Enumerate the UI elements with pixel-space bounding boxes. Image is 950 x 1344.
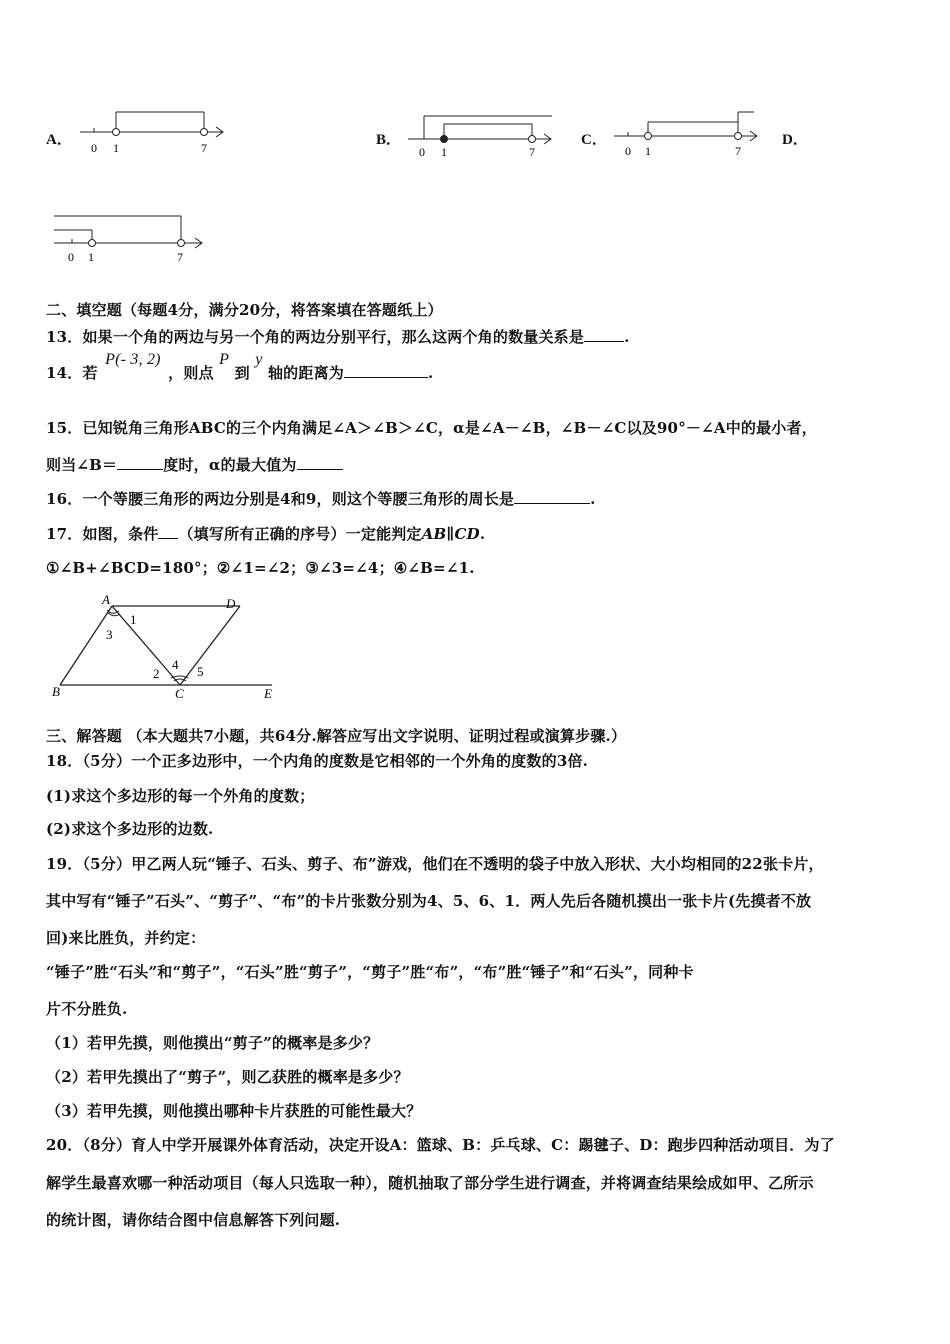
- question-14: [46, 351, 434, 392]
- angle-label-3: 3: [106, 627, 113, 642]
- question-17: [46, 523, 485, 544]
- q19-line5: 片不分胜负.: [46, 1000, 128, 1018]
- q14-answer-blank: [344, 363, 428, 378]
- q13-answer-blank: [584, 327, 624, 342]
- number-line-b: [408, 112, 558, 166]
- q20-line3: 的统计图，请你结合图中信息解答下列问题.: [46, 1211, 341, 1229]
- q19-line1: 19．（5分）甲乙两人玩“锤子、石头、剪子、布”游戏，他们在不透明的袋子中放入形状、大小均相同的22张卡片，: [46, 855, 824, 873]
- question-15-line1: 15．已知锐角三角形ABC的三个内角满足∠A＞∠B＞∠C，α是∠A－∠B，∠B－∠C以及90°－∠A中的最小者，: [46, 419, 817, 437]
- tick-label-0: 0: [91, 141, 97, 155]
- tick-label-0: 0: [625, 144, 631, 158]
- q19-line4: “锤子”胜“石头”和“剪子”，“石头”胜“剪子”，“剪子”胜“布”，“布”胜“锤子”和“石头”，同种卡: [46, 963, 694, 981]
- q14-mid: ，则点: [168, 364, 214, 382]
- q17-ab-cd: AB∥CD: [421, 525, 480, 543]
- tick-label-7: 7: [735, 144, 741, 158]
- option-a-label: A．: [46, 132, 72, 148]
- q14-point-formula: P(- 3, 2): [105, 351, 161, 368]
- q14-point-p: P: [219, 351, 230, 368]
- tick-label-7: 7: [201, 141, 207, 155]
- number-line-c: [614, 108, 764, 164]
- q17-post: （填写所有正确的序号）一定能判定: [178, 525, 422, 543]
- q17-pre: 17．如图，条件: [46, 525, 159, 543]
- q19-part1: （1）若甲先摸，则他摸出“剪子”的概率是多少？: [46, 1034, 379, 1052]
- q15-line2-mid: 度时，α的最大值为: [163, 456, 297, 474]
- vertex-label-c: C: [175, 686, 184, 701]
- number-line-d: [54, 210, 209, 270]
- tick-label-0: 0: [419, 145, 425, 159]
- q14-mid2: 到: [234, 364, 250, 382]
- vertex-label-d: D: [226, 596, 236, 611]
- angle-label-5: 5: [197, 664, 204, 679]
- number-line-a: [80, 108, 230, 162]
- q20-line2: 解学生最喜欢哪一种活动项目（每人只选取一种），随机抽取了部分学生进行调查，并将调查结果绘成如甲、乙所示: [46, 1174, 814, 1192]
- number-line-c-graphic: [614, 108, 764, 160]
- angle-label-1: 1: [130, 612, 137, 627]
- q19-part3: （3）若甲先摸，则他摸出哪种卡片获胜的可能性最大？: [46, 1102, 422, 1120]
- vertex-label-a: A: [102, 592, 110, 607]
- q14-end: .: [428, 364, 434, 382]
- q17-end: .: [479, 525, 486, 543]
- q16-end: .: [590, 490, 596, 508]
- tick-label-1: 1: [645, 144, 651, 158]
- angle-label-4: 4: [172, 657, 179, 672]
- parallelogram-figure: [50, 592, 285, 704]
- q17-answer-blank: [158, 524, 178, 539]
- q14-axis-y: y: [255, 351, 263, 368]
- q19-line2: 其中写有“锤子”石头”、“剪子”、“布”的卡片张数分别为4、5、6、1．两人先后各随机摸出一张卡片(先摸者不放: [46, 892, 812, 910]
- tick-label-1: 1: [441, 145, 447, 159]
- number-line-a-graphic: [80, 108, 230, 158]
- q17-conditions: ①∠B+∠BCD=180°；②∠1=∠2；③∠3=∠4；④∠B=∠1.: [46, 559, 475, 577]
- q19-line3: 回)来比胜负，并约定：: [46, 929, 206, 947]
- tick-label-1: 1: [88, 250, 94, 264]
- tick-label-7: 7: [177, 250, 183, 264]
- q16-text: 16．一个等腰三角形的两边分别是4和9，则这个等腰三角形的周长是: [46, 490, 515, 508]
- q16-answer-blank: [514, 489, 590, 504]
- q18-part1: (1)求这个多边形的每一个外角的度数；: [46, 787, 315, 805]
- option-d-label: D．: [782, 132, 808, 148]
- question-16: [46, 488, 596, 509]
- number-line-d-graphic: [54, 210, 209, 266]
- tick-label-0: 0: [68, 250, 74, 264]
- angle-label-2: 2: [153, 666, 160, 681]
- number-line-b-graphic: [408, 112, 558, 162]
- q19-part2: （2）若甲先摸出了“剪子”，则乙获胜的概率是多少？: [46, 1068, 409, 1086]
- q13-end: .: [624, 328, 630, 346]
- option-b-label: B．: [376, 132, 402, 148]
- section2-heading: 二、填空题（每题4分，满分20分，将答案填在答题纸上）: [46, 301, 443, 319]
- question-15-line2: [46, 454, 343, 475]
- vertex-label-e: E: [264, 686, 272, 701]
- q14-post: 轴的距离为: [267, 364, 344, 382]
- q15-blank-alpha-max: [297, 455, 343, 470]
- tick-label-7: 7: [529, 145, 535, 159]
- q14-pre: 14．若: [46, 364, 98, 382]
- option-c-label: C．: [581, 132, 607, 148]
- q18-part2: (2)求这个多边形的边数.: [46, 820, 214, 838]
- q15-blank-angle-b: [117, 455, 163, 470]
- q13-text: 13．如果一个角的两边与另一个角的两边分别平行，那么这两个角的数量关系是: [46, 328, 585, 346]
- question-13: [46, 326, 630, 347]
- tick-label-1: 1: [113, 141, 119, 155]
- section3-heading: 三、解答题 （本大题共7小题，共64分.解答应写出文字说明、证明过程或演算步骤.）: [46, 727, 627, 745]
- vertex-label-b: B: [52, 684, 60, 699]
- geometry-figure: [50, 592, 285, 708]
- q20-line1: 20．（8分）育人中学开展课外体育活动，决定开设A：篮球、B：乒乓球、C：踢毽子、D：跑步四种活动项目．为了: [46, 1136, 835, 1154]
- q15-line2-pre: 则当∠B＝: [46, 456, 118, 474]
- q18-stem: 18．（5分）一个正多边形中，一个内角的度数是它相邻的一个外角的度数的3倍.: [46, 752, 589, 770]
